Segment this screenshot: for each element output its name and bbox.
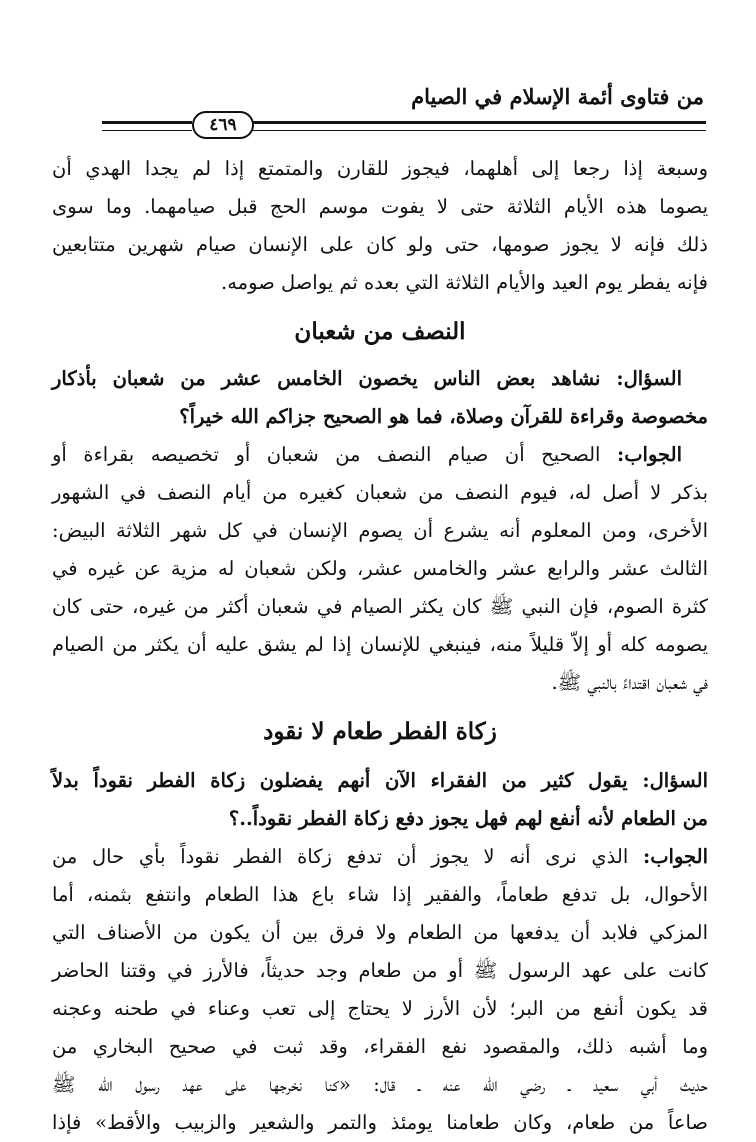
question-block	[52, 762, 708, 838]
answer-line: في شعبان اقتداءً بالنبي ﷺ.	[551, 671, 708, 694]
answer-line: كانت على عهد الرسول ﷺ أو من طعام وجد حديثاً، فالأرز في وقتنا الحاضر	[52, 959, 708, 982]
answer-line	[52, 436, 708, 474]
question-label: السؤال:	[642, 769, 708, 792]
answer-line: يصومه كله أو إلاّ قليلاً منه، فينبغي للإنسان إذا لم يشق عليه أن يكثر من الصيام	[52, 633, 708, 656]
section-heading: زكاة الفطر طعام لا نقود	[263, 718, 497, 745]
answer-line: المزكي فلابد أن يدفعها من الطعام ولا فرق بين أن يكون من الأصناف التي	[52, 921, 708, 944]
text-line: يصوما هذه الأيام الثلاثة حتى لا يفوت موسم الحج قبل صيامهما. وما سوى	[52, 195, 708, 218]
text-line: فإنه يفطر يوم العيد والأيام الثلاثة التي بعده ثم يواصل صومه.	[221, 271, 708, 294]
running-title: من فتاوى أئمة الإسلام في الصيام	[411, 84, 704, 109]
text-line: وسبعة إذا رجعا إلى أهلهما، فيجوز للقارن والمتمتع إذا لم يجدا الهدي أن	[52, 157, 708, 180]
answer-text: الصحيح أن صيام النصف من شعبان أو تخصيصه بقراءة أو	[52, 443, 601, 466]
answer-block	[52, 838, 708, 1142]
answer-line: كثرة الصوم، فإن النبي ﷺ كان يكثر الصيام في شعبان أكثر من غيره، حتى كان	[52, 595, 708, 618]
answer-block	[52, 436, 708, 702]
question-line: مخصوصة وقراءة للقرآن وصلاة، فما هو الصحيح جزاكم الله خيراً؟	[179, 405, 708, 428]
answer-line: الأخرى، ومن المعلوم أنه يشرع أن يصوم الإنسان في كل شهر الثلاثة البيض:	[52, 519, 708, 542]
header-rule-right	[252, 121, 706, 131]
question-text: يقول كثير من الفقراء الآن أنهم يفضلون زكاة الفطر نقوداً بدلاً	[52, 769, 628, 792]
answer-label: الجواب:	[617, 443, 682, 466]
section-heading: النصف من شعبان	[294, 318, 466, 345]
answer-text: الذي نرى أنه لا يجوز أن تدفع زكاة الفطر نقوداً بأي حال من	[52, 845, 629, 868]
answer-line: صاعاً من طعام، وكان طعامنا يومئذ والتمر والشعير والزبيب والأقط» فإذا	[52, 1111, 708, 1134]
question-line	[52, 762, 708, 800]
text-line: ذلك فإنه لا يجوز صومها، حتى ولو كان على الإنسان صيام شهرين متتابعين	[52, 233, 708, 256]
page-number: ٤٦٩	[192, 111, 254, 139]
question-label: السؤال:	[616, 367, 683, 390]
answer-line: بذكر لا أصل له، فيوم النصف من شعبان كغيره من أيام النصف في الشهور	[52, 481, 708, 504]
page-content	[52, 150, 708, 1142]
question-block	[52, 360, 708, 436]
question-line	[52, 360, 708, 398]
question-line: من الطعام لأنه أنفع لهم فهل يجوز دفع زكاة الفطر نقوداً..؟	[228, 807, 708, 830]
header-rule-left	[102, 121, 192, 131]
answer-line: الثالث عشر والرابع عشر والخامس عشر، ولكن شعبان له مزية عن غيره في	[52, 557, 708, 580]
answer-label: الجواب:	[643, 845, 708, 868]
answer-line: الأحوال، بل تدفع طعاماً، والفقير إذا شاء باع هذا الطعام وانتفع بثمنه، أما	[52, 883, 708, 906]
intro-paragraph	[52, 150, 708, 302]
question-text: نشاهد بعض الناس يخصون الخامس عشر من شعبان بأذكار	[52, 367, 601, 390]
answer-line	[52, 838, 708, 876]
answer-line: وما أشبه ذلك، والمقصود نفع الفقراء، وقد ثبت في صحيح البخاري من	[52, 1035, 708, 1058]
answer-line: قد يكون أنفع من البر؛ لأن الأرز لا يحتاج إلى تعب وعناء في طحنه وعجنه	[52, 997, 708, 1020]
header-rule	[102, 111, 706, 139]
answer-line: حديث أبي سعيد ـ رضي الله عنه ـ قال: «كنا نخرجها على عهد رسول الله ﷺ	[52, 1073, 708, 1096]
